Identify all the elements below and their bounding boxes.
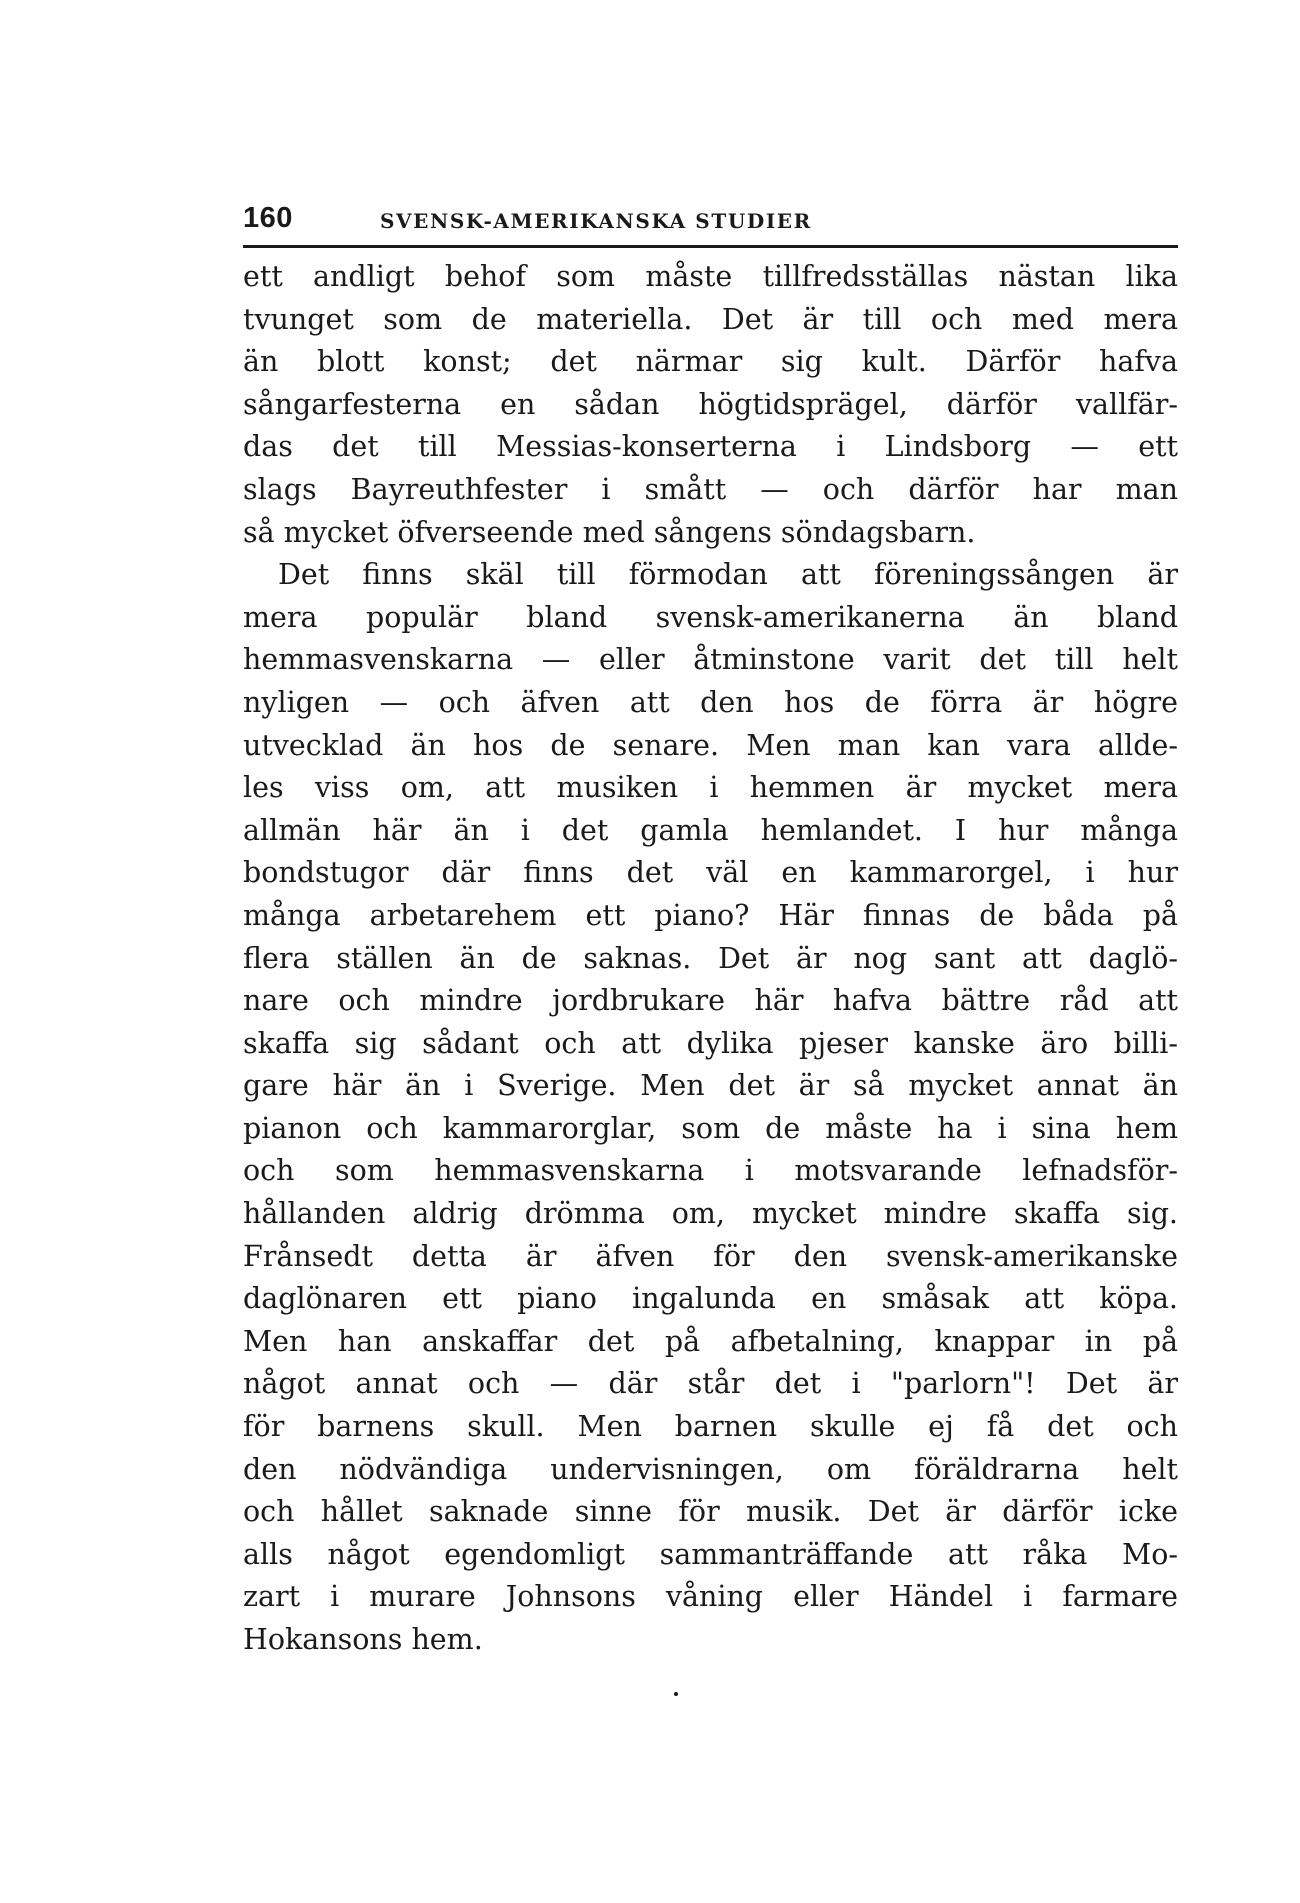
text-line: flera ställen än de saknas. Det är nog sant att daglö- [243, 941, 1178, 975]
text-line: tvunget som de materiella. Det är till och med mera [243, 302, 1178, 336]
text-line: nare och mindre jordbrukare här hafva bättre råd att [243, 984, 1178, 1018]
running-title: SVENSK-AMERIKANSKA STUDIER [380, 209, 812, 233]
text-line: bondstugor där finns det väl en kammarorgel, i hur [243, 856, 1178, 890]
text-line: slags Bayreuthfester i smått — och därför har man [243, 472, 1178, 506]
text-line: den nödvändiga undervisningen, om föräldrarna helt [243, 1452, 1178, 1486]
text-line: pianon och kammarorglar, som de måste ha i sina hem [243, 1111, 1178, 1145]
text-line: sångarfesterna en sådan högtidsprägel, därför vallfär- [243, 387, 1178, 421]
text-line: hållanden aldrig drömma om, mycket mindre skaffa sig. [243, 1197, 1178, 1231]
text-line: les viss om, att musiken i hemmen är mycket mera [243, 771, 1178, 805]
paragraph-first-line: Det finns skäl till förmodan att föreningssången är [278, 558, 1178, 592]
page-number: 160 [243, 202, 293, 234]
text-line: utvecklad än hos de senare. Men man kan vara allde- [243, 728, 1178, 762]
text-line: nyligen — och äfven att den hos de förra är högre [243, 685, 1178, 719]
text-line: så mycket öfverseende med sångens söndagsbarn. [243, 515, 976, 549]
text-line: Hokansons hem. [243, 1623, 483, 1656]
text-line: och hållet saknade sinne för musik. Det är därför icke [243, 1495, 1178, 1529]
text-line: för barnens skull. Men barnen skulle ej få det och [243, 1410, 1178, 1444]
text-line: hemmasvenskarna — eller åtminstone varit det till helt [243, 643, 1178, 677]
text-line: das det till Messias-konserterna i Lindsborg — ett [243, 430, 1178, 464]
text-line: gare här än i Sverige. Men det är så mycket annat än [243, 1069, 1178, 1103]
text-line: och som hemmasvenskarna i motsvarande lefnadsför- [243, 1154, 1178, 1188]
text-line: daglönaren ett piano ingalunda en småsak att köpa. [243, 1282, 1178, 1316]
text-line: mera populär bland svensk-amerikanerna än bland [243, 600, 1178, 634]
text-line: alls något egendomligt sammanträffande att råka Mo- [243, 1537, 1178, 1571]
text-line: skaffa sig sådant och att dylika pjeser kanske äro billi- [243, 1026, 1178, 1060]
text-line: något annat och — där står det i "parlorn"! Det är [243, 1367, 1178, 1401]
body-text [243, 256, 1178, 1662]
text-line: zart i murare Johnsons våning eller Händel i farmare [243, 1580, 1178, 1614]
text-line: många arbetarehem ett piano? Här finnas de båda på [243, 898, 1178, 932]
text-line: allmän här än i det gamla hemlandet. I hur många [243, 813, 1178, 847]
text-line: Men han anskaffar det på afbetalning, knappar in på [243, 1324, 1178, 1358]
print-speck [674, 1692, 678, 1696]
text-line: Frånsedt detta är äfven för den svensk-amerikanske [243, 1239, 1178, 1273]
header-rule [243, 245, 1178, 248]
text-line: ett andligt behof som måste tillfredsställas nästan lika [243, 260, 1178, 293]
text-line: än blott konst; det närmar sig kult. Därför hafva [243, 345, 1178, 379]
running-head [243, 198, 1178, 238]
